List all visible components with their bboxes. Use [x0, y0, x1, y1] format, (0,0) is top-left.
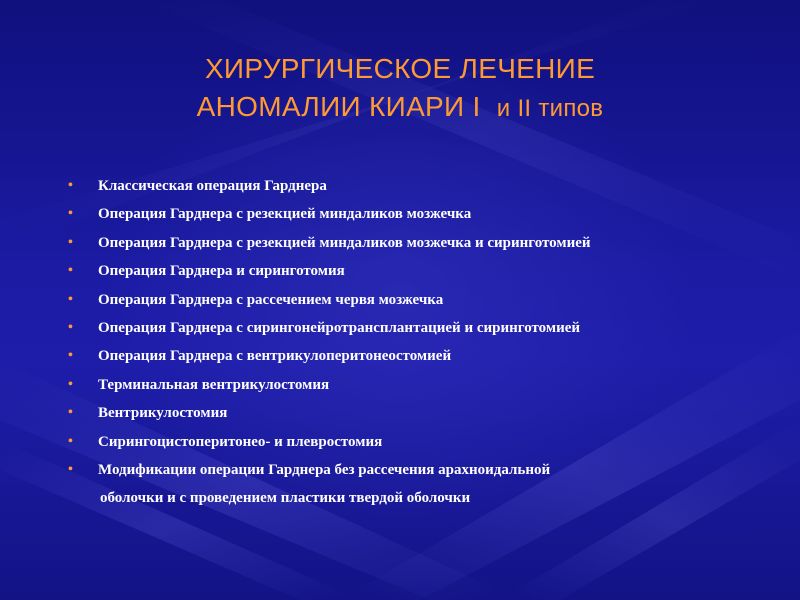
list-item [68, 456, 788, 513]
list-item [68, 428, 788, 456]
bullet-icon: • [68, 376, 73, 392]
bullet-icon: • [68, 320, 73, 336]
list-item-text: Операция Гарднера с сирингонейротрансплантацией и сиринготомией [98, 320, 581, 337]
procedure-list [68, 172, 788, 513]
bullet-icon: • [68, 291, 73, 307]
list-item [68, 257, 788, 285]
title-line-2-main: АНОМАЛИИ КИАРИ I [196, 91, 481, 122]
bullet-icon: • [68, 405, 73, 421]
list-item-text: Терминальная вентрикулостомия [98, 376, 330, 393]
bullet-icon: • [68, 234, 73, 250]
bullet-icon: • [68, 263, 73, 279]
bullet-icon: • [68, 348, 73, 364]
list-item [68, 399, 788, 427]
slide-title [0, 50, 800, 128]
list-item [68, 342, 788, 370]
list-item-text: Сирингоцистоперитонео- и плевростомия [98, 433, 383, 450]
bullet-icon: • [68, 462, 73, 478]
list-item [68, 371, 788, 399]
title-line-2-tail: и II типов [496, 95, 604, 122]
list-item-text: Модификации операции Гарднера без рассечения арахноидальной [98, 462, 551, 479]
list-item-text: Вентрикулостомия [98, 405, 228, 422]
bullet-icon: • [68, 178, 73, 193]
list-item-text: Операция Гарднера с резекцией миндаликов мозжечка и сиринготомией [98, 234, 591, 251]
title-line-1: ХИРУРГИЧЕСКОЕ ЛЕЧЕНИЕ [204, 53, 596, 84]
bullet-icon: • [68, 206, 73, 222]
list-item-text: Операция Гарднера с вентрикулоперитонеостомией [98, 348, 452, 365]
list-item [68, 200, 788, 228]
list-item-text: Классическая операция Гарднера [98, 178, 327, 194]
list-item [68, 314, 788, 342]
list-item [68, 229, 788, 257]
bullet-icon: • [68, 433, 73, 449]
list-item-continuation: оболочки и с проведением пластики твердой оболочки [100, 490, 471, 507]
title-line-2 [0, 88, 800, 128]
list-item [68, 172, 788, 200]
list-item [68, 286, 788, 314]
list-item-text: Операция Гарднера и сиринготомия [98, 263, 345, 280]
list-item-text: Операция Гарднера с рассечением червя мозжечка [98, 291, 444, 308]
list-item-text: Операция Гарднера с резекцией миндаликов мозжечка [98, 206, 472, 223]
